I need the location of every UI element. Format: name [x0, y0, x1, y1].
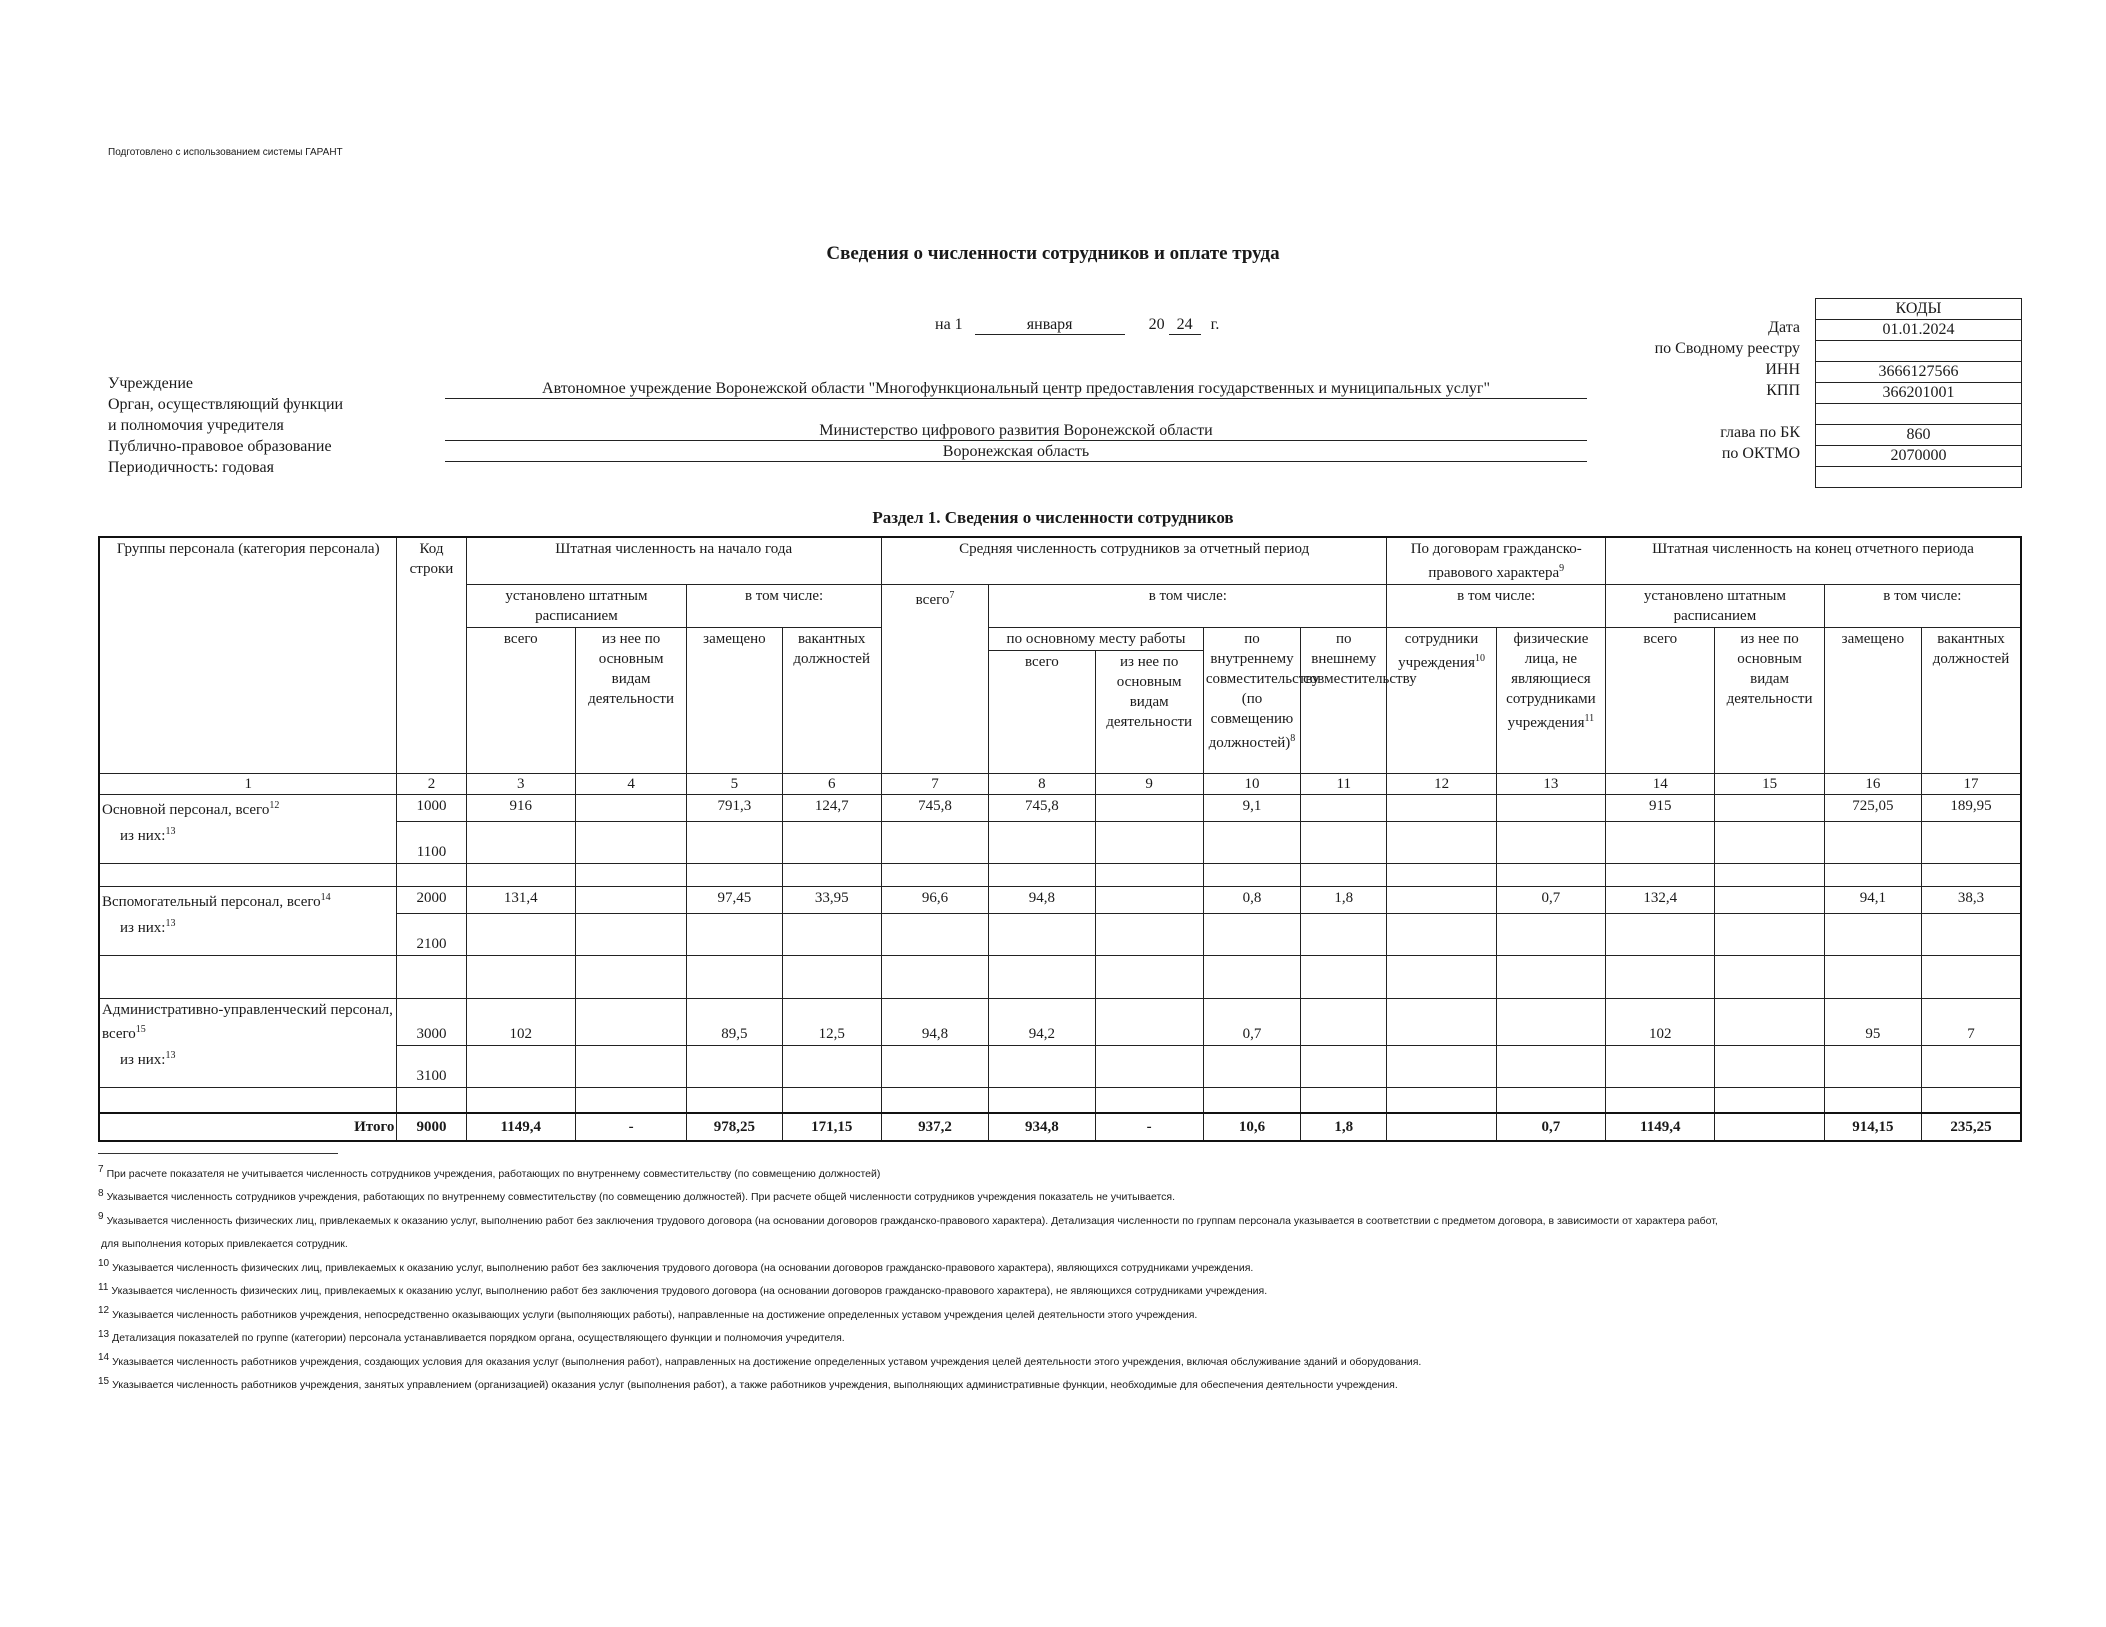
label-organ-2: и полномочия учредителя: [108, 417, 284, 434]
footnote: $^7$ При расчете показателя не учитывается численность сотрудников учреждения, работающих по внутреннему совместительству (по совмещению должностей): [98, 1164, 881, 1180]
h-avg: Средняя численность сотрудников за отчетный период: [881, 537, 1387, 585]
cell: 2000: [397, 887, 466, 914]
code-inn: 3666127566: [1816, 362, 2022, 383]
label-organ-1: Орган, осуществляющий функции: [108, 396, 344, 413]
cell: 934,8: [989, 1113, 1095, 1141]
code-kpp: 366201001: [1816, 383, 2022, 404]
h-internal: по внутреннему совместительству (по совмещению должностей)$^8$: [1203, 628, 1300, 774]
footnote: $^{15}$ Указывается численность работников учреждения, занятых управлением (организацией) оказания услуг (выполнения работ), а также работников учреждения, выполняющих административные функции, необходимые для обеспечения деятельности учреждения.: [98, 1375, 1398, 1391]
h-main-act-start: из нее по основным видам деятельности: [575, 628, 686, 774]
cell: [575, 887, 686, 914]
column-number: 4: [575, 774, 686, 795]
h-main-act-end: из нее по основным видам деятельности: [1715, 628, 1824, 774]
row-label: из них:$^{13}$: [99, 1045, 397, 1088]
cell: 745,8: [989, 795, 1095, 822]
footnote: для выполнения которых привлекается сотрудник.: [101, 1238, 348, 1250]
code-label-registry: по Сводному реестру: [1654, 340, 1800, 357]
code-label-kpp: КПП: [1766, 382, 1800, 399]
cell: 3000: [397, 999, 466, 1046]
cell: 916: [466, 795, 575, 822]
cell: [1715, 999, 1824, 1046]
cell: 96,6: [881, 887, 988, 914]
footnote: $^{12}$ Указывается численность работников учреждения, непосредственно оказывающих услуги (выполняющих работы), направленные на достижение определенных уставом учреждения целей деятельности этого учреждения.: [98, 1305, 1198, 1321]
cell: 1149,4: [1606, 1113, 1715, 1141]
codes-table: [1815, 298, 2022, 488]
document-title: Сведения о численности сотрудников и оплате труда: [826, 243, 1280, 264]
section-title: Раздел 1. Сведения о численности сотрудников: [872, 508, 1234, 527]
cell: 102: [466, 999, 575, 1046]
cell: [1301, 999, 1387, 1046]
cell: 2100: [397, 913, 466, 956]
cell: 0,7: [1496, 887, 1605, 914]
h-employees: сотрудники учреждения$^{10}$: [1387, 628, 1496, 774]
h-all-end: всего: [1606, 628, 1715, 774]
code-label-bk: глава по БК: [1720, 424, 1800, 441]
h-incl-avg: в том числе:: [989, 585, 1387, 628]
table-row: [99, 887, 2021, 914]
row-label: Основной персонал, всего$^{12}$: [99, 795, 397, 822]
table-row: [99, 999, 2021, 1046]
column-number: 10: [1203, 774, 1300, 795]
report-date: [935, 316, 1219, 335]
value-organ: Министерство цифрового развития Воронежской области: [445, 422, 1587, 441]
h-group: Группы персонала (категория персонала): [99, 537, 397, 774]
cell: 0,7: [1203, 999, 1300, 1046]
total-row: [99, 1113, 2021, 1141]
footnote: $^{10}$ Указывается численность физических лиц, привлекаемых к оказанию услуг, выполнению работ без заключения трудового договора (на основании договоров гражданско-правового характера), являющихся сотрудниками учреждения.: [98, 1258, 1254, 1274]
h-code: Код строки: [397, 537, 466, 774]
cell: 38,3: [1922, 887, 2021, 914]
cell: 132,4: [1606, 887, 1715, 914]
code-date: 01.01.2024: [1816, 320, 2022, 341]
code-label-oktmo: по ОКТМО: [1721, 445, 1800, 462]
cell: 12,5: [782, 999, 881, 1046]
column-number: 12: [1387, 774, 1496, 795]
footnote: $^{14}$ Указывается численность работников учреждения, создающих условия для оказания услуг (выполнения работ), направленных на достижение определенных уставом учреждения целей деятельности этого учреждения, включая обслуживание зданий и оборудования.: [98, 1352, 1422, 1368]
footnote: $^{13}$ Детализация показателей по группе (категории) персонала устанавливается порядком органа, осуществляющего функции и полномочия учредителя.: [98, 1328, 845, 1344]
code-bk: 860: [1816, 425, 2022, 446]
cell: [575, 795, 686, 822]
h-incl-start: в том числе:: [687, 585, 882, 628]
cell: 171,15: [782, 1113, 881, 1141]
row-label: Административно-управленческий персонал, всего$^{15}$: [99, 999, 397, 1046]
cell: 10,6: [1203, 1113, 1300, 1141]
label-ppo: Публично-правовое образование: [108, 438, 332, 455]
cell: [1387, 887, 1496, 914]
staff-table: [98, 536, 2022, 1142]
column-number: 11: [1301, 774, 1387, 795]
footnotes: [98, 1160, 2028, 1395]
garant-note: Подготовлено с использованием системы ГАРАНТ: [108, 147, 343, 158]
cell: 915: [1606, 795, 1715, 822]
cell: [1715, 795, 1824, 822]
h-staff-start: Штатная численность на начало года: [466, 537, 881, 585]
cell: 937,2: [881, 1113, 988, 1141]
h-staff-end: Штатная численность на конец отчетного периода: [1606, 537, 2021, 585]
h-all-start: всего: [466, 628, 575, 774]
cell: 95: [1824, 999, 1921, 1046]
date-year: 24: [1169, 316, 1201, 335]
cell: [1095, 999, 1203, 1046]
h-phys: физические лица, не являющиеся сотрудниками учреждения$^{11}$: [1496, 628, 1605, 774]
cell: -: [1095, 1113, 1203, 1141]
cell: 33,95: [782, 887, 881, 914]
code-label-inn: ИНН: [1765, 361, 1800, 378]
footnote-rule: [98, 1153, 338, 1154]
h-total-avg: всего$^7$: [881, 585, 988, 774]
table-row: [99, 795, 2021, 822]
column-number: 14: [1606, 774, 1715, 795]
cell: 94,8: [881, 999, 988, 1046]
cell: 9000: [397, 1113, 466, 1141]
cell: 7: [1922, 999, 2021, 1046]
column-number: 15: [1715, 774, 1824, 795]
table-row: [99, 821, 2021, 864]
h-established-start: установлено штатным расписанием: [466, 585, 687, 628]
cell: [1387, 1113, 1496, 1141]
code-label-date: Дата: [1768, 319, 1800, 336]
column-number: 6: [782, 774, 881, 795]
cell: 725,05: [1824, 795, 1921, 822]
cell: [1387, 795, 1496, 822]
date-year-prefix: 20: [1148, 316, 1165, 333]
footnote: $^9$ Указывается численность физических лиц, привлекаемых к оказанию услуг, выполнению работ без заключения трудового договора (на основании договоров гражданско-правового характера). Детализация численности по группам персонала указывается в соответствии с предметом договора, в зависимости от характера работ,: [98, 1211, 1718, 1227]
row-label: из них:$^{13}$: [99, 821, 397, 864]
cell: [1496, 795, 1605, 822]
cell: 914,15: [1824, 1113, 1921, 1141]
cell: 978,25: [687, 1113, 782, 1141]
table-row: [99, 1045, 2021, 1088]
codes-header: КОДЫ: [1816, 299, 2022, 320]
footnote: $^{11}$ Указывается численность физических лиц, привлекаемых к оказанию услуг, выполнению работ без заключения трудового договора (на основании договоров гражданско-правового характера), не являющихся сотрудниками учреждения.: [98, 1281, 1268, 1297]
cell: [1496, 999, 1605, 1046]
cell: -: [575, 1113, 686, 1141]
cell: 235,25: [1922, 1113, 2021, 1141]
cell: 0,7: [1496, 1113, 1605, 1141]
cell: 124,7: [782, 795, 881, 822]
cell: 1100: [397, 821, 466, 864]
column-number: 13: [1496, 774, 1605, 795]
row-label: Вспомогательный персонал, всего$^{14}$: [99, 887, 397, 914]
total-label: Итого: [99, 1113, 397, 1141]
cell: 97,45: [687, 887, 782, 914]
h-established-end: установлено штатным расписанием: [1606, 585, 1825, 628]
cell: 791,3: [687, 795, 782, 822]
h-filled-start: замещено: [687, 628, 782, 774]
h-vacant-end: вакантных должностей: [1922, 628, 2021, 774]
h-incl-end: в том числе:: [1824, 585, 2021, 628]
date-prefix: на 1: [935, 316, 963, 333]
h-external: по внешнему совместительству: [1301, 628, 1387, 774]
h-vacant-start: вакантных должностей: [782, 628, 881, 774]
h-filled-end: замещено: [1824, 628, 1921, 774]
cell: 189,95: [1922, 795, 2021, 822]
cell: [1715, 887, 1824, 914]
h-all-main: всего: [989, 651, 1095, 774]
cell: [575, 999, 686, 1046]
h-main-act-main: из нее по основным видам деятельности: [1095, 651, 1203, 774]
column-number: 16: [1824, 774, 1921, 795]
date-suffix: г.: [1210, 316, 1220, 333]
cell: 3100: [397, 1045, 466, 1088]
cell: 1,8: [1301, 887, 1387, 914]
cell: 0,8: [1203, 887, 1300, 914]
value-institution: Автономное учреждение Воронежской области "Многофункциональный центр предоставления государственных и муниципальных услуг": [445, 380, 1587, 399]
cell: [1095, 795, 1203, 822]
cell: [1095, 887, 1203, 914]
column-number: 17: [1922, 774, 2021, 795]
label-periodicity: Периодичность: годовая: [108, 459, 274, 476]
cell: 94,2: [989, 999, 1095, 1046]
cell: 1,8: [1301, 1113, 1387, 1141]
cell: 94,1: [1824, 887, 1921, 914]
h-main-place: по основному месту работы: [989, 628, 1204, 651]
code-oktmo: 2070000: [1816, 446, 2022, 467]
date-month: января: [975, 316, 1125, 335]
cell: [1715, 1113, 1824, 1141]
cell: [1387, 999, 1496, 1046]
cell: 94,8: [989, 887, 1095, 914]
h-contracts: По договорам гражданско-правового характера$^9$: [1387, 537, 1606, 585]
column-number: 3: [466, 774, 575, 795]
cell: [1301, 795, 1387, 822]
column-number: 5: [687, 774, 782, 795]
table-row: [99, 913, 2021, 956]
h-incl-contracts: в том числе:: [1387, 585, 1606, 628]
cell: 1000: [397, 795, 466, 822]
cell: 9,1: [1203, 795, 1300, 822]
cell: 102: [1606, 999, 1715, 1046]
cell: 89,5: [687, 999, 782, 1046]
cell: 745,8: [881, 795, 988, 822]
column-number: 9: [1095, 774, 1203, 795]
label-institution: Учреждение: [108, 375, 193, 392]
row-label: из них:$^{13}$: [99, 913, 397, 956]
cell: 131,4: [466, 887, 575, 914]
column-number: 8: [989, 774, 1095, 795]
cell: 1149,4: [466, 1113, 575, 1141]
column-numbers-row: [99, 774, 2021, 795]
value-ppo: Воронежская область: [445, 443, 1587, 462]
code-registry: [1816, 341, 2022, 362]
code-blank-2: [1816, 467, 2022, 488]
column-number: 7: [881, 774, 988, 795]
code-blank: [1816, 404, 2022, 425]
column-number: 1: [99, 774, 397, 795]
column-number: 2: [397, 774, 466, 795]
footnote: $^8$ Указывается численность сотрудников учреждения, работающих по внутреннему совместительству (по совмещению должностей). При расчете общей численности сотрудников учреждения показатель не учитывается.: [98, 1187, 1176, 1203]
